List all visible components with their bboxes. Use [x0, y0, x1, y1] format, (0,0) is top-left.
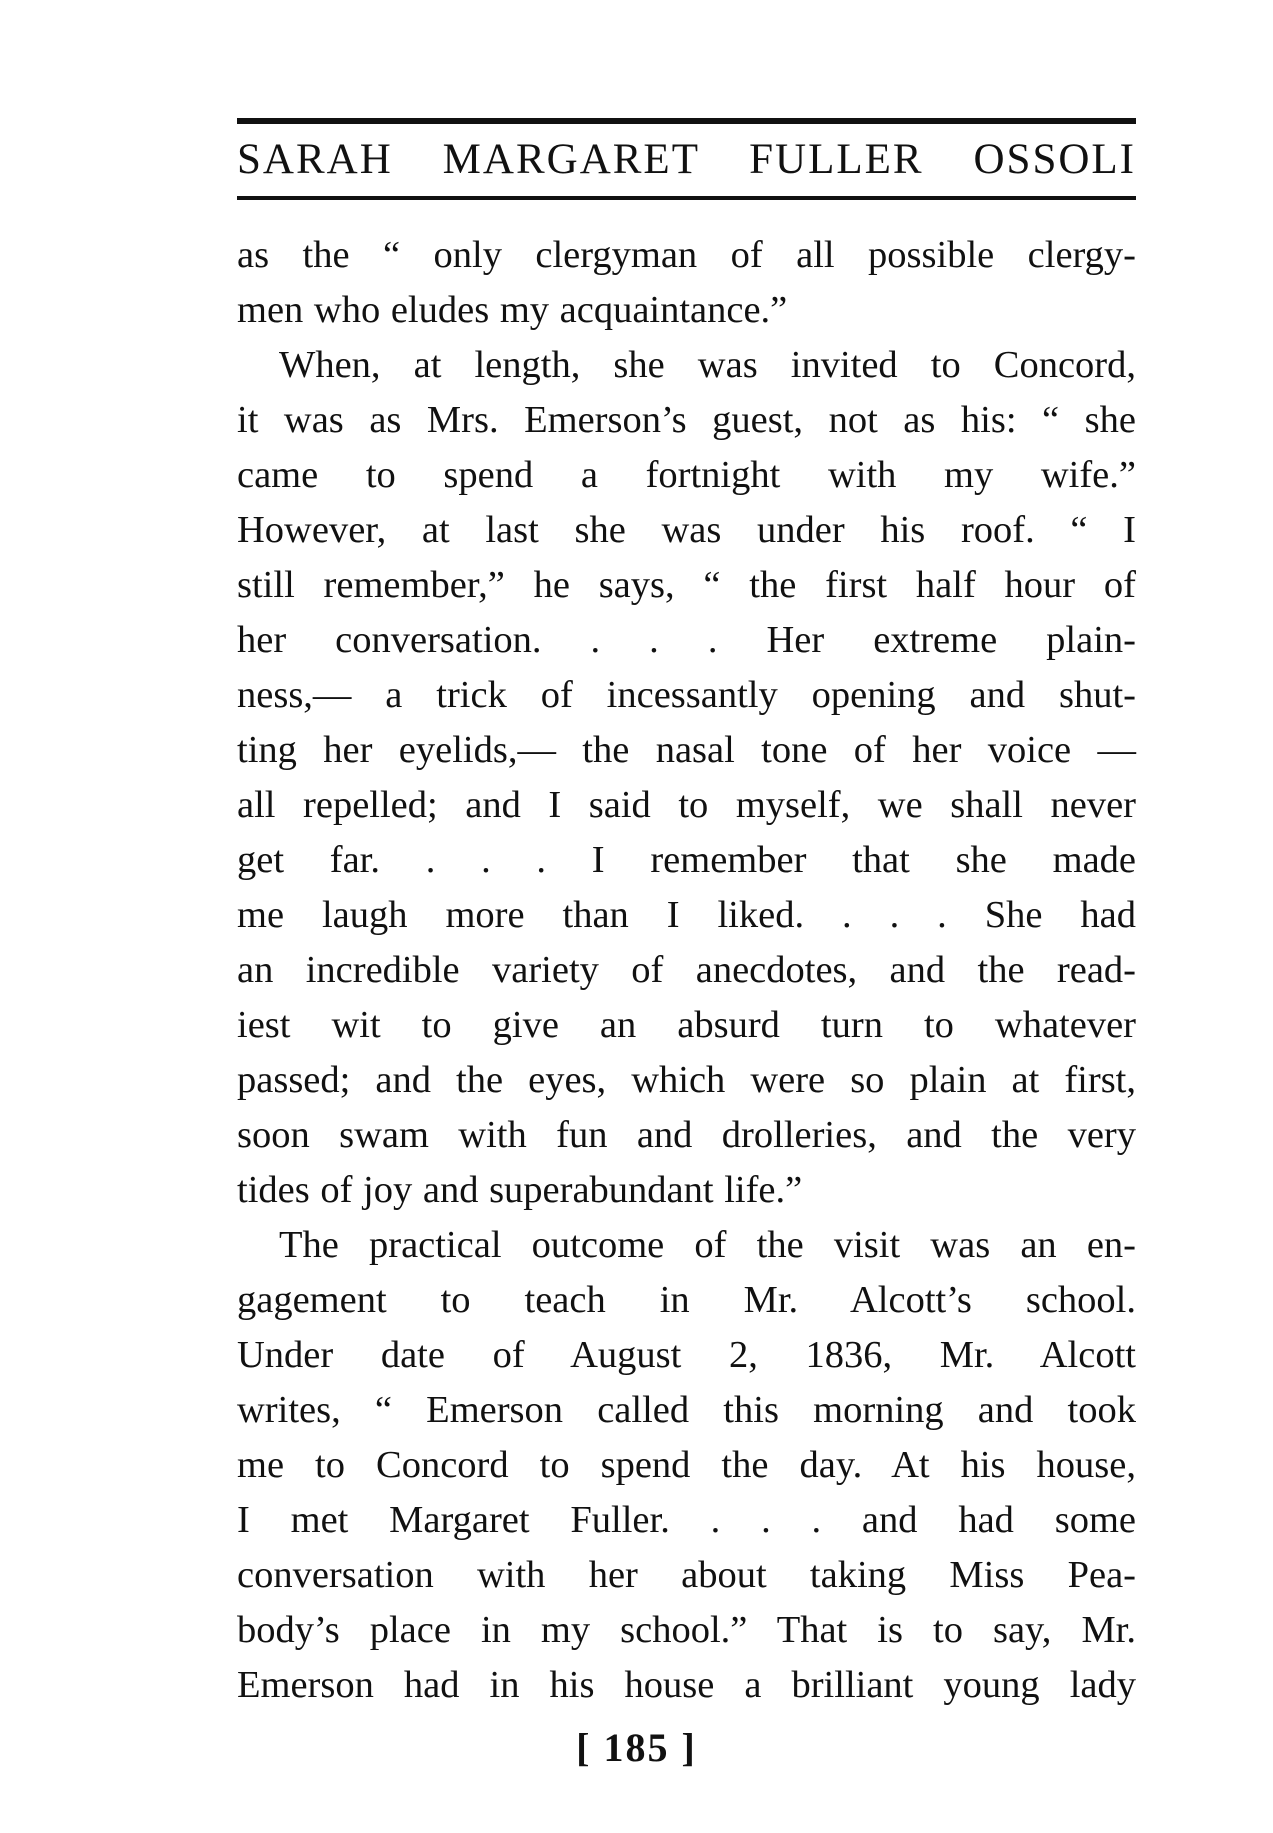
text-line: me to Concord to spend the day. At his house,	[237, 1444, 1136, 1486]
text-line: me laugh more than I liked. . . . She had	[237, 894, 1136, 936]
text-line: ness,— a trick of incessantly opening and shut-	[237, 674, 1136, 716]
running-head: SARAH MARGARET FULLER OSSOLI	[237, 136, 1136, 183]
text-line: an incredible variety of anecdotes, and the read-	[237, 949, 1136, 991]
text-line: as the “ only clergyman of all possible clergy-	[237, 234, 1136, 276]
page-number: [ 185 ]	[576, 1725, 697, 1770]
text-line: soon swam with fun and drolleries, and the very	[237, 1114, 1136, 1156]
text-line: her conversation. . . . Her extreme plain-	[237, 619, 1136, 661]
text-line: However, at last she was under his roof. “ I	[237, 509, 1136, 551]
text-line: men who eludes my acquaintance.”	[237, 289, 788, 331]
text-line: still remember,” he says, “ the first half hour of	[237, 564, 1136, 606]
text-line: passed; and the eyes, which were so plain at first,	[237, 1059, 1136, 1101]
text-line: When, at length, she was invited to Concord,	[279, 344, 1136, 386]
text-line: I met Margaret Fuller. . . . and had some	[237, 1499, 1136, 1541]
body-text	[237, 228, 1136, 1713]
text-line: ting her eyelids,— the nasal tone of her voice —	[237, 729, 1136, 771]
header-rule-top	[237, 118, 1136, 124]
text-line: tides of joy and superabundant life.”	[237, 1169, 803, 1211]
text-line: The practical outcome of the visit was an en-	[279, 1224, 1136, 1266]
text-line: it was as Mrs. Emerson’s guest, not as his: “ she	[237, 399, 1136, 441]
header-rule-bottom	[237, 196, 1136, 200]
text-line: get far. . . . I remember that she made	[237, 839, 1136, 881]
text-line: gagement to teach in Mr. Alcott’s school.	[237, 1279, 1136, 1321]
text-line: Emerson had in his house a brilliant young lady	[237, 1664, 1136, 1706]
text-line: conversation with her about taking Miss Pea-	[237, 1554, 1136, 1596]
text-line: came to spend a fortnight with my wife.”	[237, 454, 1136, 496]
text-line: body’s place in my school.” That is to say, Mr.	[237, 1609, 1136, 1651]
text-line: Under date of August 2, 1836, Mr. Alcott	[237, 1334, 1136, 1376]
text-line: iest wit to give an absurd turn to whatever	[237, 1004, 1136, 1046]
text-line: writes, “ Emerson called this morning and took	[237, 1389, 1136, 1431]
text-line: all repelled; and I said to myself, we shall never	[237, 784, 1136, 826]
